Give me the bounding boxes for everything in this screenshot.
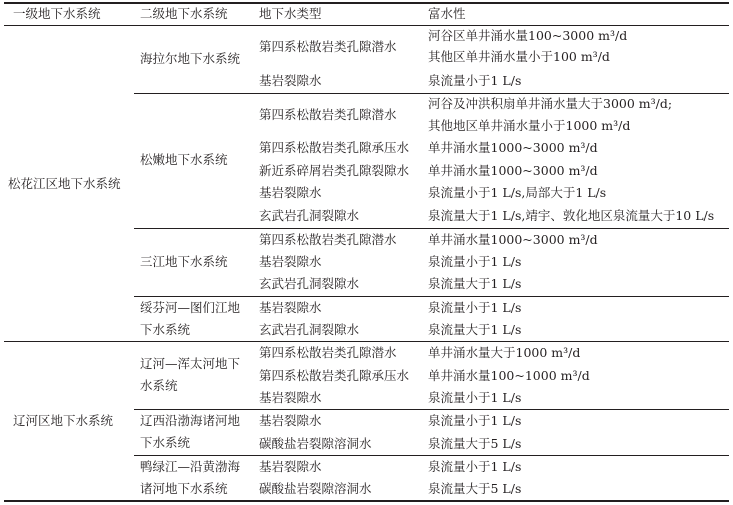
type-cell: 碳酸盐岩裂隙溶洞水 (259, 436, 372, 451)
bottom-rule (4, 500, 729, 502)
type-cell: 基岩裂隙水 (259, 300, 322, 315)
richness-cell: 泉流量小于1 L/s,局部大于1 L/s (428, 185, 607, 200)
type-cell: 基岩裂隙水 (259, 73, 322, 88)
type-cell: 第四系松散岩类孔隙承压水 (259, 368, 410, 383)
richness-cell: 单井涌水量100~1000 m³/d (428, 368, 590, 383)
type-cell: 玄武岩孔洞裂隙水 (259, 322, 360, 337)
level1-cell: 辽河区地下水系统 (13, 413, 114, 428)
type-cell: 基岩裂隙水 (259, 413, 322, 428)
header-level2: 二级地下水系统 (140, 6, 228, 21)
richness-cell: 单井涌水量大于1000 m³/d (428, 345, 581, 360)
type-cell: 基岩裂隙水 (259, 254, 322, 269)
richness-cell: 河谷区单井涌水量100~3000 m³/d (428, 28, 628, 43)
level2-cell: 鸭绿江—沿黄渤海诸河地下水系统 (140, 459, 241, 496)
richness-cell: 泉流量小于1 L/s (428, 413, 522, 428)
richness-cell: 单井涌水量1000~3000 m³/d (428, 163, 598, 178)
richness-cell: 其他区单井涌水量小于100 m³/d (428, 49, 610, 64)
level2-cell: 海拉尔地下水系统 (140, 51, 241, 66)
richness-cell: 泉流量小于1 L/s (428, 459, 522, 474)
level2-cell: 三江地下水系统 (140, 254, 228, 269)
richness-cell: 泉流量大于5 L/s (428, 436, 522, 451)
type-cell: 玄武岩孔洞裂隙水 (259, 208, 360, 223)
level2-cell: 绥芬河—图们江地下水系统 (140, 300, 241, 337)
richness-cell: 泉流量大于5 L/s (428, 481, 522, 496)
richness-cell: 其他地区单井涌水量小于1000 m³/d (428, 118, 631, 133)
richness-cell: 泉流量大于1 L/s (428, 322, 522, 337)
type-cell: 基岩裂隙水 (259, 390, 322, 405)
richness-cell: 泉流量小于1 L/s (428, 73, 522, 88)
type-cell: 基岩裂隙水 (259, 185, 322, 200)
level2-cell: 辽西沿渤海诸河地下水系统 (140, 413, 241, 450)
type-cell: 第四系松散岩类孔隙潜水 (259, 232, 397, 247)
richness-cell: 泉流量大于1 L/s,靖宇、敦化地区泉流量大于10 L/s (428, 208, 715, 223)
type-cell: 第四系松散岩类孔隙承压水 (259, 140, 410, 155)
header-type: 地下水类型 (259, 6, 322, 21)
type-cell: 碳酸盐岩裂隙溶洞水 (259, 481, 372, 496)
richness-cell: 单井涌水量1000~3000 m³/d (428, 140, 598, 155)
richness-cell: 泉流量小于1 L/s (428, 254, 522, 269)
type-cell: 新近系碎屑岩类孔隙裂隙水 (259, 163, 410, 178)
level1-cell: 松花江区地下水系统 (8, 176, 121, 191)
richness-cell: 河谷及冲洪积扇单井涌水量大于3000 m³/d; (428, 96, 673, 111)
richness-cell: 单井涌水量1000~3000 m³/d (428, 232, 598, 247)
type-cell: 第四系松散岩类孔隙潜水 (259, 107, 397, 122)
type-cell: 第四系松散岩类孔隙潜水 (259, 345, 397, 360)
richness-cell: 泉流量大于1 L/s (428, 276, 522, 291)
top-rule (4, 2, 729, 4)
header-richness: 富水性 (428, 6, 466, 21)
richness-cell: 泉流量小于1 L/s (428, 390, 522, 405)
type-cell: 基岩裂隙水 (259, 459, 322, 474)
type-cell: 第四系松散岩类孔隙潜水 (259, 39, 397, 54)
level2-cell: 辽河—浑太河地下水系统 (140, 356, 241, 393)
type-cell: 玄武岩孔洞裂隙水 (259, 276, 360, 291)
richness-cell: 泉流量小于1 L/s (428, 300, 522, 315)
header-level1: 一级地下水系统 (13, 6, 101, 21)
level2-cell: 松嫩地下水系统 (140, 152, 228, 167)
